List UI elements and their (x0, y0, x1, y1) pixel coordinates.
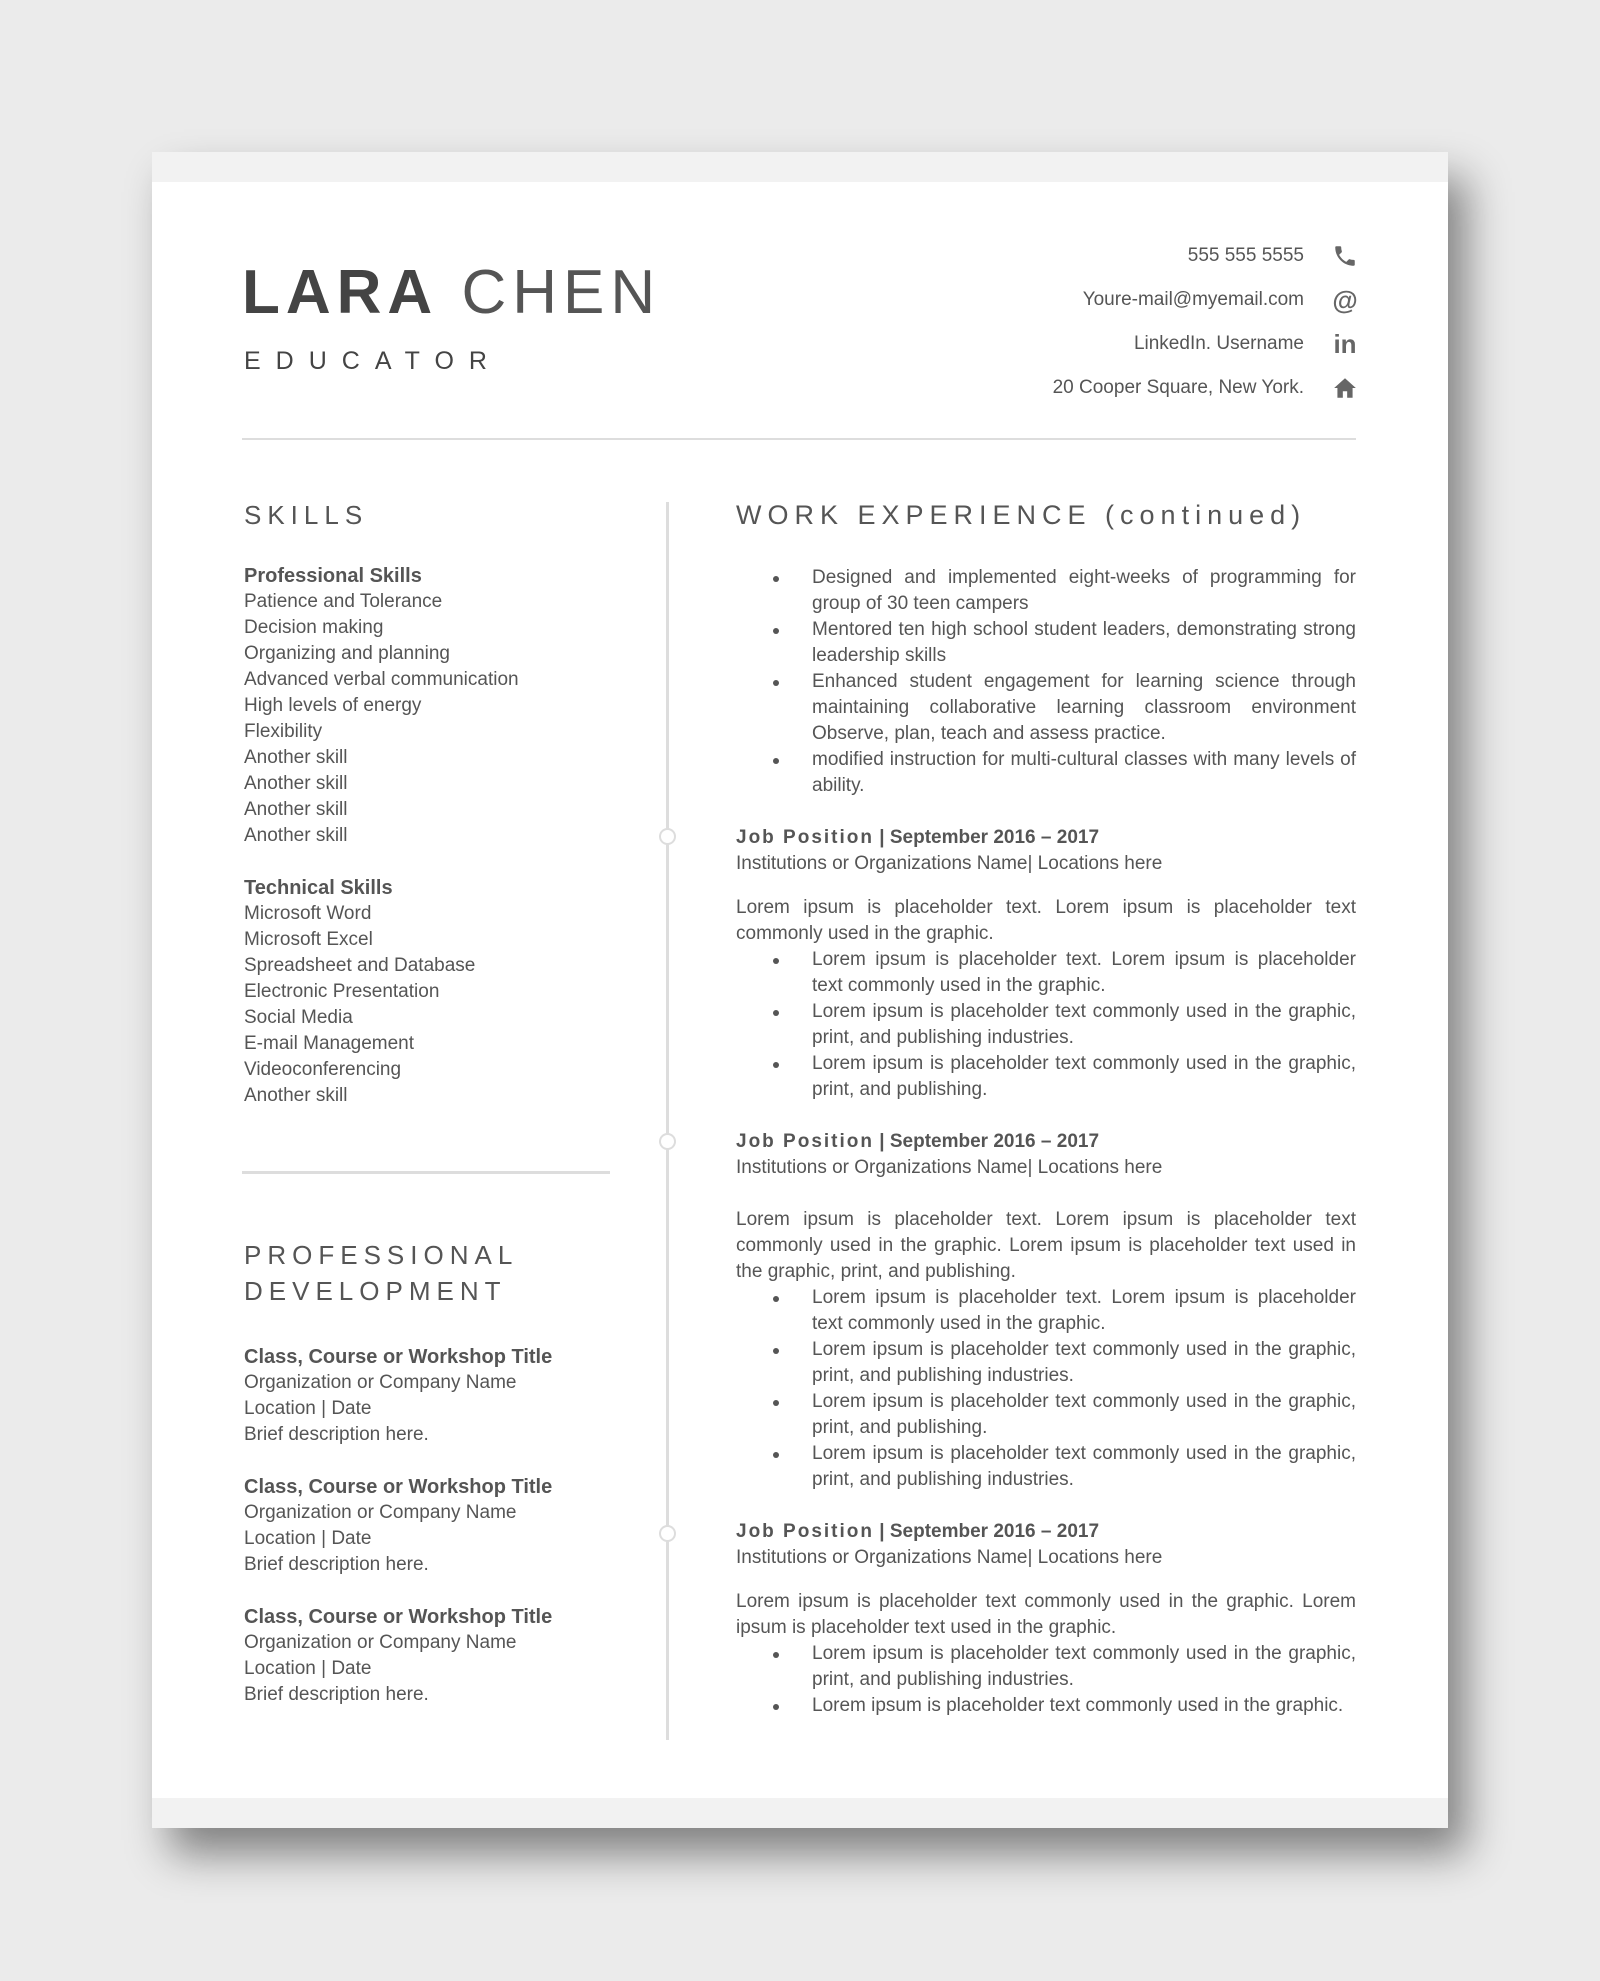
candidate-name (242, 258, 662, 327)
list-item: Lorem ipsum is placeholder text commonly used in the graphic, print, and publishing industries. (812, 999, 1356, 1051)
phone-text: 555 555 5555 (1187, 245, 1304, 266)
job-organization: Institutions or Organizations Name| Locations here (736, 852, 1163, 874)
pd-description: Brief description here. (244, 1683, 429, 1705)
job-position: Job Position (736, 1520, 874, 1542)
pd-heading-line1: PROFESSIONAL (244, 1240, 519, 1270)
pd-org: Organization or Company Name (244, 1631, 517, 1653)
contact-email (840, 278, 1360, 322)
job-organization: Institutions or Organizations Name| Locations here (736, 1546, 1163, 1568)
list-item: Lorem ipsum is placeholder text commonly used in the graphic, print, and publishing. (812, 1051, 1356, 1103)
job-bullets (736, 947, 1356, 1103)
pd-description: Brief description here. (244, 1423, 429, 1445)
job-entry (736, 1519, 1356, 1719)
list-item: Lorem ipsum is placeholder text commonly used in the graphic. (812, 1693, 1356, 1719)
list-item: Flexibility (244, 721, 323, 743)
list-item: Microsoft Word (244, 903, 372, 925)
list-item: Designed and implemented eight-weeks of programming for group of 30 teen campers (812, 565, 1356, 617)
job-dates: | September 2016 – 2017 (879, 826, 1100, 848)
list-item: E-mail Management (244, 1033, 415, 1055)
work-heading: WORK EXPERIENCE (continued) (736, 500, 1307, 530)
job-summary: Lorem ipsum is placeholder text. Lorem ipsum is placeholder text commonly used in the graphic. Lorem ipsum is placeholder text used in the graphic, print, and publishing. (736, 1208, 1356, 1282)
job-position: Job Position (736, 826, 874, 848)
job-dates: | September 2016 – 2017 (879, 1520, 1100, 1542)
pd-description: Brief description here. (244, 1553, 429, 1575)
pd-location-date: Location | Date (244, 1397, 372, 1419)
timeline-node (659, 828, 676, 845)
list-item: Another skill (244, 825, 348, 847)
list-item: modified instruction for multi-cultural classes with many levels of ability. (812, 747, 1356, 799)
pd-item (244, 1474, 634, 1578)
list-item: Another skill (244, 1085, 348, 1107)
job-bullets (736, 1641, 1356, 1719)
pd-org: Organization or Company Name (244, 1371, 517, 1393)
pd-title: Class, Course or Workshop Title (244, 1605, 553, 1628)
contact-block (840, 234, 1360, 410)
list-item: Lorem ipsum is placeholder text commonly used in the graphic, print, and publishing industries. (812, 1641, 1356, 1693)
list-item: Organizing and planning (244, 643, 450, 665)
list-item: High levels of energy (244, 695, 422, 717)
professional-skills-list (244, 589, 624, 849)
last-name: CHEN (461, 258, 662, 327)
pd-heading (244, 1237, 634, 1310)
professional-development-section (244, 1237, 634, 1734)
list-item: Another skill (244, 747, 348, 769)
job-entry (736, 1129, 1356, 1493)
pd-title: Class, Course or Workshop Title (244, 1475, 553, 1498)
job-organization: Institutions or Organizations Name| Locations here (736, 1156, 1163, 1178)
job-header (736, 825, 1356, 851)
skills-divider (242, 1171, 610, 1174)
list-item: Patience and Tolerance (244, 591, 443, 613)
pd-location-date: Location | Date (244, 1657, 372, 1679)
contact-linkedin (840, 322, 1360, 366)
job-summary: Lorem ipsum is placeholder text commonly used in the graphic. Lorem ipsum is placeholder text used in the graphic. (736, 1590, 1356, 1638)
contact-address (840, 366, 1360, 410)
list-item: Videoconferencing (244, 1059, 402, 1081)
job-summary: Lorem ipsum is placeholder text. Lorem ipsum is placeholder text commonly used in the graphic. (736, 896, 1356, 944)
list-item: Social Media (244, 1007, 353, 1029)
job-header (736, 1519, 1356, 1545)
list-item: Lorem ipsum is placeholder text. Lorem ipsum is placeholder text commonly used in the graphic. (812, 947, 1356, 999)
email-text: Youre-mail@myemail.com (1082, 289, 1304, 310)
timeline-line (666, 502, 669, 1740)
list-item: Mentored ten high school student leaders, demonstrating strong leadership skills (812, 617, 1356, 669)
page-top-band (152, 152, 1448, 182)
at-icon: @ (1332, 284, 1358, 315)
list-item: Another skill (244, 773, 348, 795)
list-item: Microsoft Excel (244, 929, 373, 951)
list-item: Decision making (244, 617, 384, 639)
timeline-node (659, 1525, 676, 1542)
job-dates: | September 2016 – 2017 (879, 1130, 1100, 1152)
list-item: Enhanced student engagement for learning science through maintaining collaborative learning classroom environment Observe, plan, teach and assess practice. (812, 669, 1356, 747)
pd-item (244, 1344, 634, 1448)
resume-page (152, 152, 1448, 1828)
phone-icon (1330, 241, 1360, 271)
job-title: EDUCATOR (244, 347, 502, 375)
pd-heading-line2: DEVELOPMENT (244, 1276, 507, 1307)
header-divider (242, 438, 1356, 440)
list-item: Lorem ipsum is placeholder text commonly used in the graphic, print, and publishing. (812, 1389, 1356, 1441)
pd-title: Class, Course or Workshop Title (244, 1345, 553, 1368)
address-text: 20 Cooper Square, New York. (1052, 377, 1304, 398)
list-item: Another skill (244, 799, 348, 821)
home-icon (1330, 373, 1360, 403)
list-item: Lorem ipsum is placeholder text commonly used in the graphic, print, and publishing industries. (812, 1441, 1356, 1493)
pd-org: Organization or Company Name (244, 1501, 517, 1523)
list-item: Lorem ipsum is placeholder text. Lorem ipsum is placeholder text commonly used in the graphic. (812, 1285, 1356, 1337)
linkedin-text: LinkedIn. Username (1133, 333, 1304, 354)
pd-item (244, 1604, 634, 1708)
list-item: Lorem ipsum is placeholder text commonly used in the graphic, print, and publishing industries. (812, 1337, 1356, 1389)
first-name: LARA (242, 258, 439, 327)
technical-skills-list (244, 901, 624, 1109)
skills-section (244, 497, 624, 1109)
contact-phone (840, 234, 1360, 278)
job-entry (736, 825, 1356, 1103)
professional-skills-title: Professional Skills (244, 565, 422, 588)
job-bullets (736, 1285, 1356, 1493)
pd-location-date: Location | Date (244, 1527, 372, 1549)
list-item: Spreadsheet and Database (244, 955, 476, 977)
page-bottom-band (152, 1798, 1448, 1828)
skills-heading: SKILLS (244, 500, 369, 530)
timeline-node (659, 1133, 676, 1150)
job-header (736, 1129, 1356, 1155)
technical-skills-title: Technical Skills (244, 877, 393, 900)
intro-bullets (736, 565, 1356, 799)
work-experience-section (736, 497, 1356, 1719)
list-item: Electronic Presentation (244, 981, 440, 1003)
list-item: Advanced verbal communication (244, 669, 519, 691)
linkedin-icon: in (1333, 328, 1357, 359)
job-position: Job Position (736, 1130, 874, 1152)
